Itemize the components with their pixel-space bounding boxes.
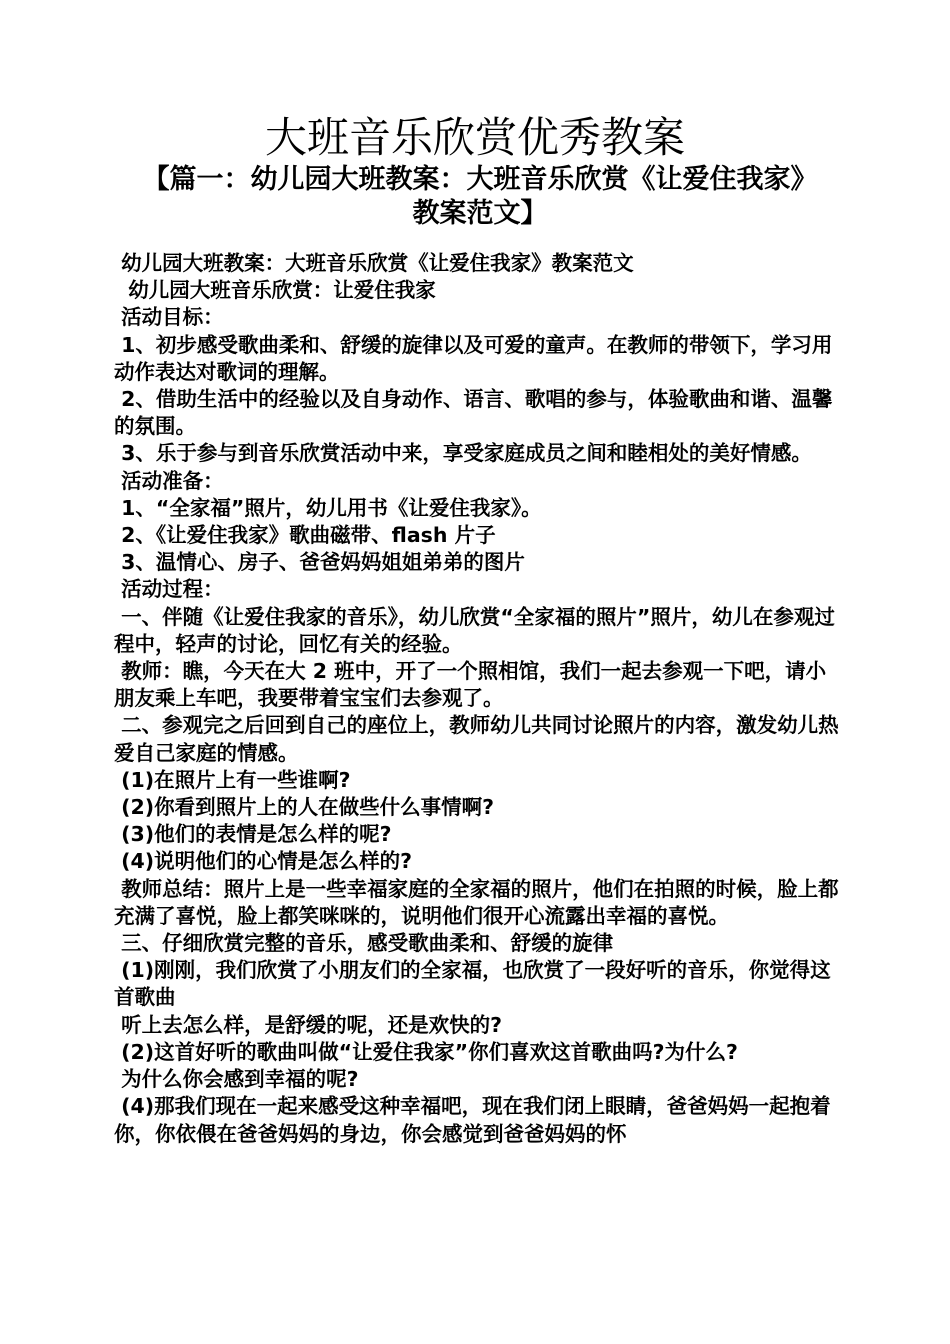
- body-paragraph: (4)那我们现在一起来感受这种幸福吧，现在我们闭上眼睛，爸爸妈妈一起抱着你，你依偎在爸爸妈妈的身边，你会感觉到爸爸妈妈的怀: [114, 1094, 831, 1146]
- body-paragraph: 1、“全家福”照片，幼儿用书《让爱住我家》。: [114, 495, 542, 520]
- document-title: 大班音乐欣赏优秀教案: [264, 113, 685, 162]
- document-body: [114, 250, 839, 1148]
- body-paragraph: (1)在照片上有一些谁啊?: [114, 767, 351, 792]
- body-paragraph: 一、伴随《让爱住我家的音乐》，幼儿欣赏“全家福的照片”照片，幼儿在参观过程中，轻声的讨论，回忆有关的经验。: [114, 604, 835, 656]
- body-paragraph: 活动准备：: [114, 468, 224, 493]
- body-paragraph: 为什么你会感到幸福的呢?: [114, 1067, 359, 1092]
- body-paragraph: 幼儿园大班教案：大班音乐欣赏《让爱住我家》教案范文: [114, 251, 634, 275]
- body-paragraph: (3)他们的表情是怎么样的呢?: [114, 822, 392, 847]
- body-paragraph: (2)你看到照片上的人在做些什么事情啊?: [114, 795, 495, 820]
- body-paragraph: 3、温情心、房子、爸爸妈妈姐姐弟弟的图片: [114, 550, 525, 575]
- body-paragraph: 幼儿园大班音乐欣赏：让爱住我家: [114, 278, 436, 303]
- body-paragraph: 二、参观完之后回到自己的座位上，教师幼儿共同讨论照片的内容，激发幼儿热爱自己家庭的情感。: [114, 713, 839, 765]
- body-paragraph: (4)说明他们的心情是怎么样的?: [114, 849, 413, 874]
- document-subtitle: 【篇一：幼儿园大班教案：大班音乐欣赏《让爱住我家》教案范文】: [142, 164, 818, 229]
- body-paragraph: 2、《让爱住我家》歌曲磁带、flash 片子: [114, 523, 496, 548]
- body-paragraph: (2)这首好听的歌曲叫做“让爱住我家”你们喜欢这首歌曲吗?为什么?: [114, 1039, 738, 1064]
- body-paragraph: 活动目标：: [114, 305, 224, 330]
- body-paragraph: 3、乐于参与到音乐欣赏活动中来，享受家庭成员之间和睦相处的美好情感。: [114, 441, 812, 466]
- body-paragraph: 教师：瞧，今天在大 2 班中，开了一个照相馆，我们一起去参观一下吧，请小朋友乘上车吧，我要带着宝宝们去参观了。: [114, 659, 827, 711]
- body-paragraph: 2、借助生活中的经验以及自身动作、语言、歌唱的参与，体验歌曲和谐、温馨的氛围。: [114, 387, 833, 439]
- body-paragraph: 三、仔细欣赏完整的音乐，感受歌曲柔和、舒缓的旋律: [114, 931, 614, 956]
- body-paragraph: 活动过程：: [114, 577, 224, 602]
- body-paragraph: 听上去怎么样，是舒缓的呢，还是欢快的?: [114, 1012, 503, 1037]
- body-paragraph: (1)刚刚，我们欣赏了小朋友们的全家福，也欣赏了一段好听的音乐，你觉得这首歌曲: [114, 958, 831, 1010]
- body-paragraph: 1、初步感受歌曲柔和、舒缓的旋律以及可爱的童声。在教师的带领下，学习用动作表达对歌词的理解。: [114, 332, 833, 384]
- body-paragraph: 教师总结：照片上是一些幸福家庭的全家福的照片，他们在拍照的时候，脸上都充满了喜悦，脸上都笑咪咪的，说明他们很开心流露出幸福的喜悦。: [114, 876, 839, 928]
